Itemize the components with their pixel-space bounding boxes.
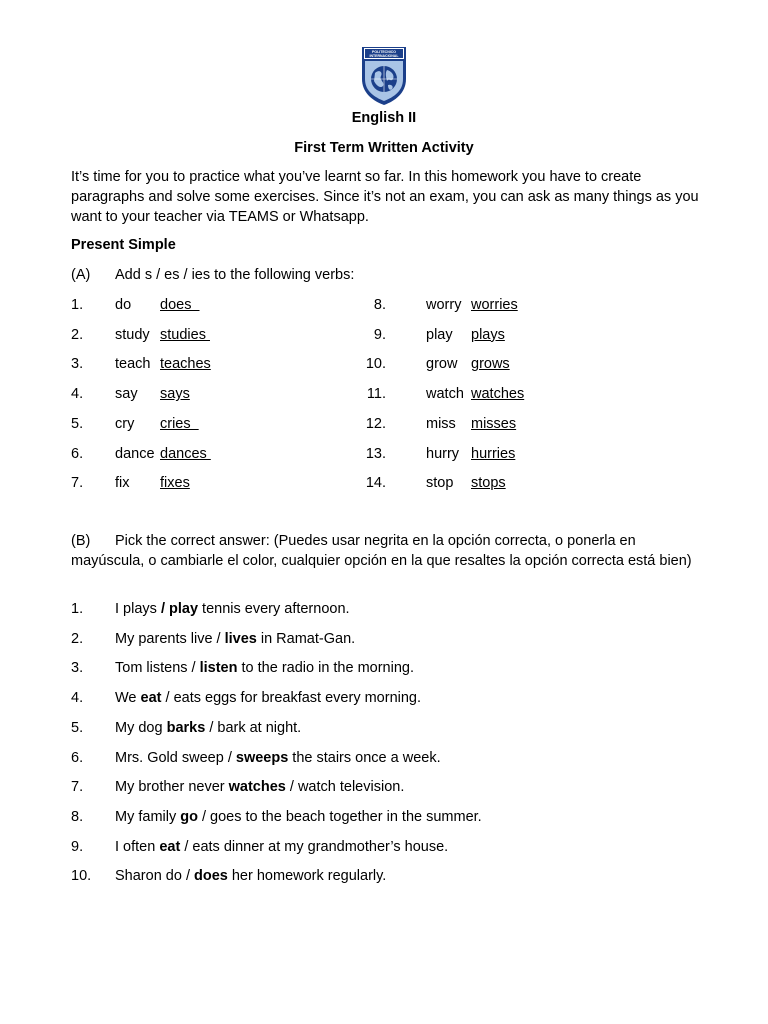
part-a-item-answer: misses [471,415,517,432]
part-a-item-verb: miss [426,415,456,432]
part-a-item-answer: does [160,297,200,313]
selected-answer: sweeps [235,749,289,766]
part-a-instruction: Add s / es / ies to the following verbs: [115,267,355,283]
part-b-item-sentence [115,808,482,826]
selected-answer: lives [224,630,257,647]
part-b-item-sentence [115,778,404,796]
part-b-item-number: 6. [71,749,84,766]
sentence-start: My family [115,808,181,825]
part-b-item-number: 9. [71,838,84,855]
part-b-instruction [71,531,711,571]
part-b-item-sentence [115,630,355,648]
sentence-end: / bark at night. [205,719,302,736]
selected-answer: eat [159,838,181,855]
part-a-item-answer: fixes [160,475,190,492]
part-a-item-answer: grows [471,356,510,373]
sentence-start: Tom listens / [115,660,200,677]
part-a-item-verb: cry [115,415,135,432]
part-a-item-verb: dance [115,445,155,462]
institution-logo [359,45,409,107]
part-a-item-number: 14. [365,475,386,492]
part-a-item-verb: do [115,297,132,313]
part-a-item-answer: hurries [471,445,516,462]
part-b-item-number: 5. [71,719,84,736]
part-a-item-answer: watches [471,386,525,403]
part-a-item-answer: stops [471,475,506,492]
sentence-start: Sharon do / [115,868,194,885]
part-a-item-number: 6. [71,445,84,462]
part-a-item-answer: says [160,386,190,403]
part-b-item-number: 2. [71,630,84,647]
sentence-start: Mrs. Gold sweep / [115,749,236,766]
selected-answer: barks [166,719,206,736]
part-b-item-sentence [115,600,350,618]
selected-answer: eat [140,690,162,707]
part-a-item-verb: teach [115,356,151,373]
part-a-item-verb: study [115,326,150,343]
sentence-start: My parents live / [115,630,225,647]
selected-answer: does [194,868,228,885]
part-b-item-number: 1. [71,601,84,617]
part-a-item-answer: worries [471,297,518,313]
selected-answer: / play [160,601,199,617]
sentence-end: / goes to the beach together in the summer. [197,808,482,825]
part-a-item-answer: cries [160,415,199,432]
sentence-end: to the radio in the morning. [237,660,415,677]
part-b-item-sentence [115,719,301,737]
part-a-item-verb: stop [426,475,454,492]
part-a-item-number: 3. [71,356,84,373]
activity-title: First Term Written Activity [294,140,474,156]
part-b-item-number: 7. [71,779,84,796]
part-b-item-number: 3. [71,660,84,677]
part-a-item-answer: teaches [160,356,211,373]
part-a-item-number: 11. [366,386,386,403]
selected-answer: listen [199,660,238,677]
part-a-item-answer: studies [160,326,210,343]
part-a-item-verb: grow [426,356,458,373]
part-a-item-number: 9. [373,326,386,343]
part-a-item-verb: fix [115,475,130,492]
part-a-item-verb: worry [426,297,462,313]
sentence-start: My dog [115,719,167,736]
sentence-end: in Ramat-Gan. [256,630,356,647]
sentence-start: I plays [115,601,161,617]
part-b-item-sentence [115,689,421,707]
part-a-item-number: 12. [365,415,386,432]
sentence-end: / eats dinner at my grandmother’s house. [180,838,449,855]
sentence-start: I often [115,838,160,855]
part-a-item-number: 7. [71,475,84,492]
sentence-end: / eats eggs for breakfast every morning. [161,690,422,707]
part-b-item-number: 8. [71,808,84,825]
part-a-item-number: 13. [365,445,386,462]
course-title: English II [351,110,417,126]
intro-paragraph: It’s time for you to practice what you’ve learnt so far. In this homework you have to create paragraphs and solve some exercises. Since it’s not an exam, you can ask as many things as you want to your teacher via TEAMS or Whatsapp. [71,169,699,225]
sentence-end: the stairs once a week. [288,749,441,766]
part-a-item-number: 5. [71,415,84,432]
logo-text: POLITECNICO INTERNACIONAL [369,50,399,58]
part-b-item-number: 4. [71,690,84,707]
part-a-item-number: 8. [373,297,386,313]
part-a-item-verb: watch [426,386,464,403]
part-b-item-number: 10. [71,868,92,885]
sentence-end: tennis every afternoon. [198,601,350,617]
part-a-item-verb: hurry [426,445,460,462]
part-a-item-number: 10. [365,356,386,373]
sentence-start: My brother never [115,779,229,796]
part-b-item-sentence [115,659,414,677]
part-b-item-sentence [115,749,441,767]
part-a-label: (A) [71,267,91,283]
part-a-item-answer: plays [471,326,505,343]
sentence-end: her homework regularly. [227,868,387,885]
section-title: Present Simple [71,237,176,253]
sentence-end: / watch television. [285,779,405,796]
selected-answer: watches [228,779,286,796]
part-a-item-answer: dances [160,445,211,462]
part-a-item-number: 2. [71,326,84,343]
sentence-start: We [115,690,141,707]
part-b-item-sentence [115,838,448,856]
selected-answer: go [180,808,198,825]
part-a-item-verb: play [426,326,453,343]
part-b-label: (B) [71,533,91,549]
part-a-item-number: 1. [71,297,84,313]
part-a-item-verb: say [115,386,138,403]
part-b-instruction-text: Pick the correct answer: (Puedes usar negrita en la opción correcta, o ponerla en mayúscula, o cambiarle el color, cualquier opción en la que resaltes la opción correcta está bien) [71,533,692,569]
part-a-item-number: 4. [71,386,84,403]
part-b-item-sentence [115,867,386,885]
